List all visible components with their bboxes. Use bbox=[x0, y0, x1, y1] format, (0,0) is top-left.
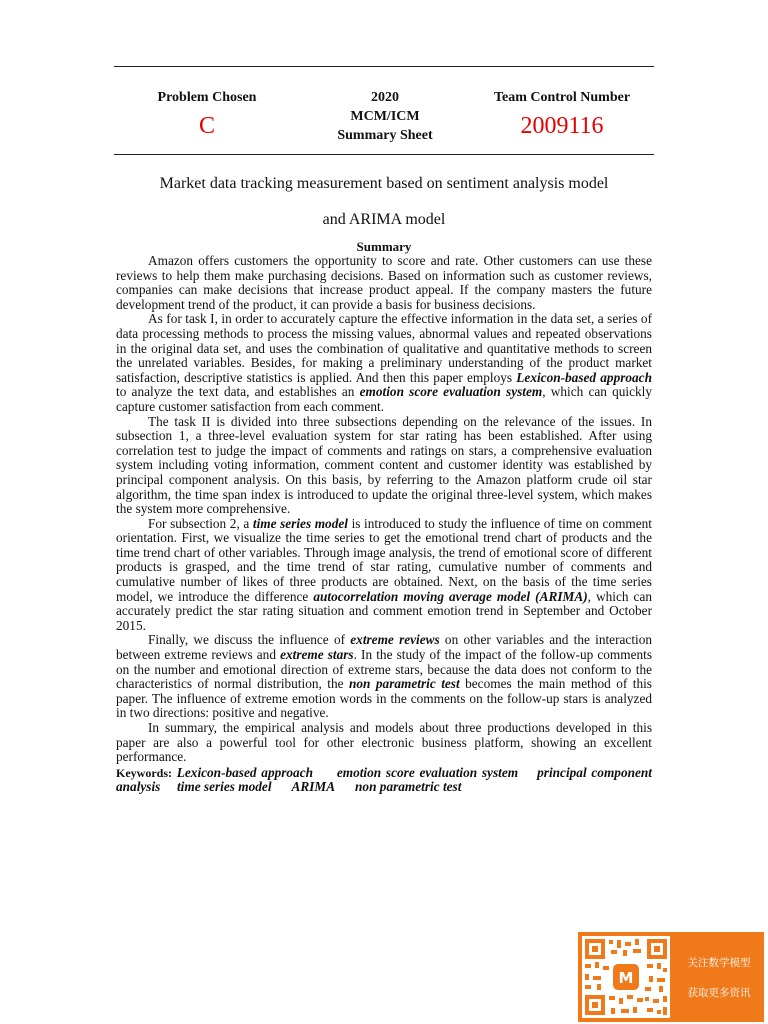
keywords-label: Keywords: bbox=[116, 765, 172, 780]
promo-line-1: 关注数学模型 bbox=[687, 957, 751, 969]
paragraph-text: Finally, we discuss the influence of bbox=[148, 632, 351, 648]
emphasis-non-parametric-test: non parametric test bbox=[349, 676, 460, 692]
keyword-item: time series model bbox=[176, 779, 272, 795]
team-block bbox=[470, 88, 654, 139]
keyword-item: principal component analysis bbox=[116, 764, 652, 795]
problem-chosen-label: Problem Chosen bbox=[157, 90, 257, 105]
paper-title-line-2: and ARIMA model bbox=[322, 211, 446, 228]
emphasis-extreme-reviews: extreme reviews bbox=[350, 632, 440, 648]
contest-name: MCM/ICM bbox=[350, 109, 420, 124]
contest-year: 2020 bbox=[371, 90, 399, 105]
top-rule bbox=[114, 66, 654, 67]
summary-heading: Summary bbox=[356, 239, 412, 254]
paper-title-line-1: Market data tracking measurement based on sentiment analysis model bbox=[159, 175, 609, 192]
summary-paragraph-6: In summary, the empirical analysis and models about three productions developed in this paper are also a powerful tool for other electronic business platform, showing an excellent performance. bbox=[116, 720, 652, 765]
summary-paragraph-2 bbox=[116, 312, 652, 414]
paragraph-text: becomes the main method of this paper. The influence of extreme emotion words in the comments on the follow-up stars is analyzed in two directions: positive and negative. bbox=[116, 676, 652, 721]
qr-badge-letter: M bbox=[618, 969, 634, 987]
summary-paragraph-3: The task II is divided into three subsections depending on the relevance of the issues. In subsection 1, a three-level evaluation system for star rating has been established. After using correlation test to judge the impact of comments and ratings on stars, a comprehensive evaluation system including voting information, comment content and customer identity was established by principal component analysis. On this basis, by referring to the Amazon platform crude oil star algorithm, the time span index is introduced to update the original three-level system, which makes the system more comprehensive. bbox=[116, 413, 652, 517]
keyword-item: non parametric test bbox=[355, 779, 462, 795]
summary-body bbox=[116, 254, 652, 795]
contest-block bbox=[310, 88, 460, 145]
emphasis-arima-model: autocorrelation moving average model (ARIMA) bbox=[313, 588, 588, 604]
promo-banner[interactable] bbox=[578, 932, 764, 1022]
emphasis-time-series-model: time series model bbox=[252, 515, 348, 531]
promo-text bbox=[676, 948, 762, 1008]
paragraph-text: As for task I, in order to accurately capture the effective information in the data set, a series of data processing methods to process the missing values, abnormal values and repeated observations in the original data set, and uses the combination of qualitative and quantitative methods to screen the unrelated variables. Besides, for making a preliminary understanding of the product market satisfaction, descriptive statistics is applied. And then this paper employs bbox=[116, 311, 652, 385]
problem-letter: C bbox=[198, 113, 215, 139]
emphasis-extreme-stars: extreme stars bbox=[280, 647, 354, 663]
paragraph-text: . In the study of the impact of the follow-up comments on the number and emotional direction of extreme stars, because the data does not conform to the characteristics of normal distribution, the bbox=[116, 647, 653, 692]
paragraph-text: For subsection 2, a bbox=[148, 515, 253, 531]
team-control-label: Team Control Number bbox=[493, 90, 631, 105]
emphasis-emotion-score-system: emotion score evaluation system bbox=[359, 384, 543, 400]
keyword-item: Lexicon-based approach bbox=[176, 764, 314, 780]
bottom-rule bbox=[114, 154, 654, 155]
problem-chosen-block bbox=[132, 88, 282, 139]
keywords-line bbox=[116, 766, 652, 795]
paragraph-text: on other variables and the interaction between extreme reviews and bbox=[116, 632, 653, 663]
qr-code-icon[interactable] bbox=[582, 936, 670, 1018]
summary-paragraph-1: Amazon offers customers the opportunity to score and rate. Other customers can use these reviews to help them make purchasing decisions. Based on information such as customer reviews, companies can make decisions that increase product appeal. If the company masters the future development trend of the product, it can provide a basis for business decisions. bbox=[116, 253, 652, 312]
paragraph-text: , which can accurately predict the star rating situation and comment emotion trend in September and October 2015. bbox=[116, 588, 652, 633]
promo-line-2: 获取更多资讯 bbox=[687, 987, 751, 999]
paragraph-text: , which can quickly capture customer satisfaction from each comment. bbox=[116, 384, 653, 414]
keyword-item: ARIMA bbox=[291, 779, 336, 795]
summary-paragraph-5 bbox=[116, 633, 652, 721]
summary-paragraph-4 bbox=[116, 517, 652, 634]
paragraph-text: is introduced to study the influence of time on comment orientation. First, we visualize the time series to get the emotional trend chart of products and the time trend chart of other variables. Through image analysis, the trend of emotional score of different products is grasped, and the time trend of star rating, cumulative number of comments and cumulative number of likes of three products are obtained. Next, on the basis of the time series model, we introduce the difference bbox=[116, 515, 653, 604]
paragraph-text: to analyze the text data, and establishes an bbox=[116, 384, 360, 400]
summary-sheet-label: Summary Sheet bbox=[337, 128, 433, 143]
qr-code-graphic bbox=[582, 936, 670, 1018]
emphasis-lexicon-approach: Lexicon-based approach bbox=[516, 369, 652, 385]
keyword-item: emotion score evaluation system bbox=[336, 764, 519, 780]
team-control-number: 2009116 bbox=[520, 113, 604, 139]
